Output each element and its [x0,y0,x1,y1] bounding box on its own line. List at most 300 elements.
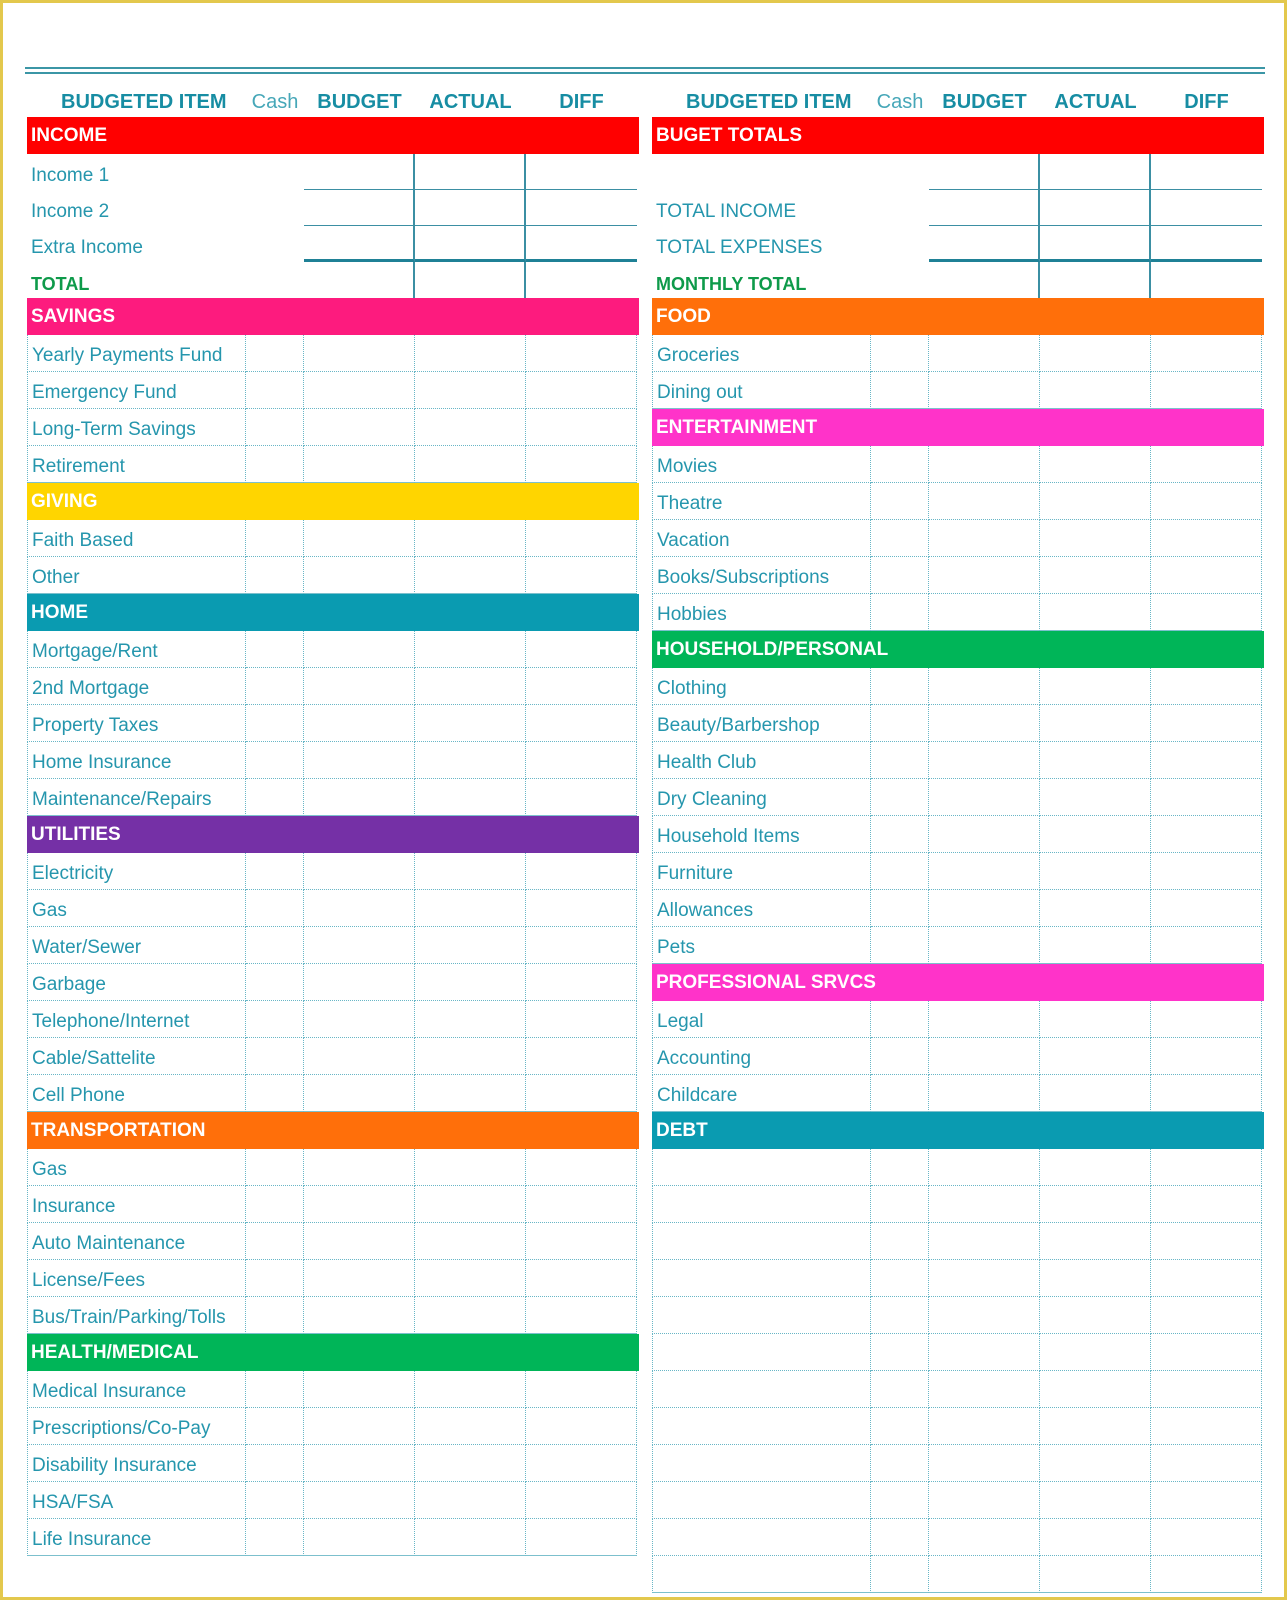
transportation-cash-cell[interactable] [246,1149,304,1186]
savings-budget-cell[interactable] [304,409,415,446]
household-personal-cash-cell[interactable] [871,742,929,779]
entertainment-budget-cell[interactable] [929,446,1040,483]
transportation-budget-cell[interactable] [304,1186,415,1223]
household-personal-diff-cell[interactable] [1151,890,1262,927]
income-diff-cell[interactable] [526,154,637,190]
savings-budget-cell[interactable] [304,372,415,409]
household-personal-item-label: Clothing [652,668,871,705]
debt-actual-cell[interactable] [1040,1482,1151,1519]
debt-diff-cell[interactable] [1151,1408,1262,1445]
transportation-diff-cell[interactable] [526,1149,637,1186]
savings-actual-cell[interactable] [415,372,526,409]
health-medical-budget-cell[interactable] [304,1371,415,1408]
savings-diff-cell[interactable] [526,372,637,409]
household-personal-budget-cell[interactable] [929,816,1040,853]
giving-row [27,520,639,557]
debt-budget-cell[interactable] [929,1519,1040,1556]
home-budget-cell[interactable] [304,742,415,779]
entertainment-diff-cell[interactable] [1151,483,1262,520]
entertainment-diff-cell[interactable] [1151,557,1262,594]
utilities-budget-cell[interactable] [304,890,415,927]
entertainment-item-label: Vacation [652,520,871,557]
savings-actual-cell[interactable] [415,335,526,372]
debt-cash-cell[interactable] [871,1371,929,1408]
entertainment-diff-cell[interactable] [1151,594,1262,631]
home-budget-cell[interactable] [304,668,415,705]
income-actual-cell[interactable] [415,226,526,262]
household-personal-diff-cell[interactable] [1151,853,1262,890]
professional-srvcs-diff-cell[interactable] [1151,1038,1262,1075]
utilities-row [27,890,639,927]
professional-srvcs-budget-cell[interactable] [929,1075,1040,1112]
utilities-diff-cell[interactable] [526,1075,637,1112]
health-medical-cash-cell[interactable] [246,1371,304,1408]
header-actual: ACTUAL [1054,90,1137,113]
household-personal-budget-cell[interactable] [929,705,1040,742]
utilities-item-label: Gas [27,890,246,927]
debt-diff-cell[interactable] [1151,1223,1262,1260]
home-row [27,631,639,668]
utilities-budget-cell[interactable] [304,964,415,1001]
debt-actual-cell[interactable] [1040,1260,1151,1297]
health-medical-cash-cell[interactable] [246,1445,304,1482]
utilities-actual-cell[interactable] [415,1075,526,1112]
debt-cash-cell[interactable] [871,1334,929,1371]
totals-diff-cell[interactable] [1151,226,1262,262]
income-total-budget-cell[interactable] [304,262,415,298]
debt-actual-cell[interactable] [1040,1223,1151,1260]
debt-budget-cell[interactable] [929,1408,1040,1445]
household-personal-row [652,927,1264,964]
entertainment-cash-cell[interactable] [871,446,929,483]
utilities-cash-cell[interactable] [246,1075,304,1112]
entertainment-cash-cell[interactable] [871,483,929,520]
debt-actual-cell[interactable] [1040,1445,1151,1482]
utilities-diff-cell[interactable] [526,927,637,964]
food-actual-cell[interactable] [1040,372,1151,409]
debt-actual-cell[interactable] [1040,1371,1151,1408]
utilities-diff-cell[interactable] [526,1001,637,1038]
professional-srvcs-cash-cell[interactable] [871,1075,929,1112]
debt-cash-cell[interactable] [871,1186,929,1223]
giving-actual-cell[interactable] [415,520,526,557]
giving-actual-cell[interactable] [415,557,526,594]
debt-actual-cell[interactable] [1040,1519,1151,1556]
food-item-label: Dining out [652,372,871,409]
utilities-budget-cell[interactable] [304,1075,415,1112]
utilities-row [27,1038,639,1075]
transportation-row [27,1186,639,1223]
transportation-item-label: Auto Maintenance [27,1223,246,1260]
health-medical-actual-cell[interactable] [415,1408,526,1445]
home-diff-cell[interactable] [526,705,637,742]
home-cash-cell[interactable] [246,631,304,668]
health-medical-cash-cell[interactable] [246,1482,304,1519]
home-budget-cell[interactable] [304,705,415,742]
giving-diff-cell[interactable] [526,520,637,557]
savings-cash-cell[interactable] [246,335,304,372]
utilities-actual-cell[interactable] [415,853,526,890]
debt-cash-cell[interactable] [871,1445,929,1482]
transportation-actual-cell[interactable] [415,1223,526,1260]
left-column-header [27,87,639,117]
entertainment-budget-cell[interactable] [929,594,1040,631]
debt-diff-cell[interactable] [1151,1297,1262,1334]
transportation-actual-cell[interactable] [415,1297,526,1334]
household-personal-actual-cell[interactable] [1040,668,1151,705]
entertainment-budget-cell[interactable] [929,520,1040,557]
debt-actual-cell[interactable] [1040,1149,1151,1186]
transportation-budget-cell[interactable] [304,1149,415,1186]
entertainment-row [652,594,1264,631]
household-personal-budget-cell[interactable] [929,927,1040,964]
household-personal-item-label: Dry Cleaning [652,779,871,816]
entertainment-cash-cell[interactable] [871,594,929,631]
health-medical-actual-cell[interactable] [415,1445,526,1482]
professional-srvcs-actual-cell[interactable] [1040,1038,1151,1075]
giving-cash-cell[interactable] [246,520,304,557]
giving-cash-cell[interactable] [246,557,304,594]
entertainment-actual-cell[interactable] [1040,483,1151,520]
debt-row [652,1445,1264,1482]
entertainment-cash-cell[interactable] [871,557,929,594]
income-diff-cell[interactable] [526,226,637,262]
totals-row [652,154,1264,190]
debt-budget-cell[interactable] [929,1482,1040,1519]
health-medical-actual-cell[interactable] [415,1519,526,1556]
monthly-total-diff-cell[interactable] [1151,262,1262,298]
health-medical-cash-cell[interactable] [246,1519,304,1556]
monthly-total-budget-cell[interactable] [929,262,1040,298]
health-medical-cash-cell[interactable] [246,1408,304,1445]
debt-diff-cell[interactable] [1151,1445,1262,1482]
household-personal-cash-cell[interactable] [871,668,929,705]
income-budget-cell[interactable] [304,190,415,226]
transportation-row [27,1260,639,1297]
health-medical-diff-cell[interactable] [526,1445,637,1482]
debt-diff-cell[interactable] [1151,1482,1262,1519]
totals-actual-cell[interactable] [1040,226,1151,262]
home-actual-cell[interactable] [415,742,526,779]
savings-budget-cell[interactable] [304,446,415,483]
entertainment-cash-cell[interactable] [871,520,929,557]
food-budget-cell[interactable] [929,372,1040,409]
professional-srvcs-actual-cell[interactable] [1040,1075,1151,1112]
debt-budget-cell[interactable] [929,1334,1040,1371]
savings-diff-cell[interactable] [526,335,637,372]
utilities-diff-cell[interactable] [526,853,637,890]
home-cash-cell[interactable] [246,668,304,705]
debt-budget-cell[interactable] [929,1371,1040,1408]
transportation-diff-cell[interactable] [526,1223,637,1260]
utilities-budget-cell[interactable] [304,927,415,964]
home-cash-cell[interactable] [246,742,304,779]
utilities-actual-cell[interactable] [415,927,526,964]
totals-actual-cell[interactable] [1040,190,1151,226]
health-medical-diff-cell[interactable] [526,1519,637,1556]
debt-diff-cell[interactable] [1151,1519,1262,1556]
utilities-cash-cell[interactable] [246,1001,304,1038]
home-budget-cell[interactable] [304,779,415,816]
home-diff-cell[interactable] [526,668,637,705]
household-personal-budget-cell[interactable] [929,668,1040,705]
debt-actual-cell[interactable] [1040,1334,1151,1371]
household-personal-actual-cell[interactable] [1040,890,1151,927]
debt-item-label [652,1408,871,1445]
transportation-diff-cell[interactable] [526,1260,637,1297]
transportation-cash-cell[interactable] [246,1186,304,1223]
home-diff-cell[interactable] [526,631,637,668]
utilities-item-label: Electricity [27,853,246,890]
utilities-actual-cell[interactable] [415,1038,526,1075]
totals-budget-cell[interactable] [929,154,1040,190]
transportation-budget-cell[interactable] [304,1260,415,1297]
transportation-cash-cell[interactable] [246,1297,304,1334]
entertainment-actual-cell[interactable] [1040,557,1151,594]
income-actual-cell[interactable] [415,154,526,190]
debt-budget-cell[interactable] [929,1149,1040,1186]
debt-cash-cell[interactable] [871,1223,929,1260]
totals-actual-cell[interactable] [1040,154,1151,190]
debt-cash-cell[interactable] [871,1260,929,1297]
household-personal-cash-cell[interactable] [871,927,929,964]
income-actual-cell[interactable] [415,190,526,226]
debt-budget-cell[interactable] [929,1445,1040,1482]
household-personal-actual-cell[interactable] [1040,853,1151,890]
income-row-label: Income 2 [31,201,110,222]
debt-row [652,1223,1264,1260]
utilities-item-label: Garbage [27,964,246,1001]
professional-srvcs-budget-cell[interactable] [929,1001,1040,1038]
giving-row [27,557,639,594]
income-budget-cell[interactable] [304,154,415,190]
household-personal-budget-cell[interactable] [929,742,1040,779]
monthly-total-actual-cell[interactable] [1040,262,1151,298]
transportation-budget-cell[interactable] [304,1297,415,1334]
debt-diff-cell[interactable] [1151,1186,1262,1223]
transportation-diff-cell[interactable] [526,1186,637,1223]
utilities-cash-cell[interactable] [246,964,304,1001]
household-personal-diff-cell[interactable] [1151,668,1262,705]
top-rule-secondary [25,72,1265,74]
savings-budget-cell[interactable] [304,335,415,372]
household-personal-budget-cell[interactable] [929,853,1040,890]
professional-srvcs-item-label: Childcare [652,1075,871,1112]
entertainment-actual-cell[interactable] [1040,520,1151,557]
utilities-diff-cell[interactable] [526,890,637,927]
household-personal-diff-cell[interactable] [1151,779,1262,816]
savings-actual-cell[interactable] [415,446,526,483]
debt-cash-cell[interactable] [871,1482,929,1519]
transportation-cash-cell[interactable] [246,1223,304,1260]
health-medical-budget-cell[interactable] [304,1482,415,1519]
transportation-budget-cell[interactable] [304,1223,415,1260]
debt-cash-cell[interactable] [871,1408,929,1445]
debt-budget-cell[interactable] [929,1260,1040,1297]
savings-diff-cell[interactable] [526,409,637,446]
debt-actual-cell[interactable] [1040,1408,1151,1445]
food-diff-cell[interactable] [1151,335,1262,372]
household-personal-cash-cell[interactable] [871,853,929,890]
utilities-budget-cell[interactable] [304,1038,415,1075]
household-personal-diff-cell[interactable] [1151,816,1262,853]
household-personal-diff-cell[interactable] [1151,705,1262,742]
section-utilities: UTILITIES [27,816,639,853]
giving-budget-cell[interactable] [304,557,415,594]
utilities-budget-cell[interactable] [304,1001,415,1038]
food-budget-cell[interactable] [929,335,1040,372]
utilities-actual-cell[interactable] [415,890,526,927]
giving-budget-cell[interactable] [304,520,415,557]
health-medical-actual-cell[interactable] [415,1371,526,1408]
debt-cash-cell[interactable] [871,1149,929,1186]
debt-diff-cell[interactable] [1151,1556,1262,1593]
utilities-budget-cell[interactable] [304,853,415,890]
entertainment-row [652,446,1264,483]
home-cash-cell[interactable] [246,779,304,816]
utilities-cash-cell[interactable] [246,1038,304,1075]
home-cash-cell[interactable] [246,705,304,742]
food-item-label: Groceries [652,335,871,372]
household-personal-cash-cell[interactable] [871,816,929,853]
household-personal-actual-cell[interactable] [1040,779,1151,816]
debt-actual-cell[interactable] [1040,1186,1151,1223]
totals-budget-cell[interactable] [929,190,1040,226]
professional-srvcs-cash-cell[interactable] [871,1001,929,1038]
health-medical-diff-cell[interactable] [526,1408,637,1445]
income-budget-cell[interactable] [304,226,415,262]
section-home: HOME [27,594,639,631]
household-personal-cash-cell[interactable] [871,890,929,927]
utilities-actual-cell[interactable] [415,964,526,1001]
section-savings: SAVINGS [27,298,639,335]
household-personal-actual-cell[interactable] [1040,705,1151,742]
food-diff-cell[interactable] [1151,372,1262,409]
professional-srvcs-item-label: Accounting [652,1038,871,1075]
household-personal-actual-cell[interactable] [1040,927,1151,964]
utilities-cash-cell[interactable] [246,890,304,927]
home-actual-cell[interactable] [415,779,526,816]
totals-diff-cell[interactable] [1151,154,1262,190]
health-medical-item-label: HSA/FSA [27,1482,246,1519]
professional-srvcs-cash-cell[interactable] [871,1038,929,1075]
debt-budget-cell[interactable] [929,1556,1040,1593]
totals-diff-cell[interactable] [1151,190,1262,226]
savings-cash-cell[interactable] [246,372,304,409]
giving-diff-cell[interactable] [526,557,637,594]
entertainment-diff-cell[interactable] [1151,520,1262,557]
household-personal-diff-cell[interactable] [1151,927,1262,964]
professional-srvcs-actual-cell[interactable] [1040,1001,1151,1038]
income-total-diff-cell[interactable] [526,262,637,298]
entertainment-budget-cell[interactable] [929,483,1040,520]
utilities-actual-cell[interactable] [415,1001,526,1038]
health-medical-budget-cell[interactable] [304,1408,415,1445]
household-personal-cash-cell[interactable] [871,779,929,816]
income-total-actual-cell[interactable] [415,262,526,298]
food-actual-cell[interactable] [1040,335,1151,372]
utilities-diff-cell[interactable] [526,964,637,1001]
entertainment-actual-cell[interactable] [1040,446,1151,483]
professional-srvcs-row [652,1038,1264,1075]
debt-actual-cell[interactable] [1040,1556,1151,1593]
health-medical-actual-cell[interactable] [415,1482,526,1519]
home-actual-cell[interactable] [415,705,526,742]
home-budget-cell[interactable] [304,631,415,668]
home-actual-cell[interactable] [415,668,526,705]
home-diff-cell[interactable] [526,742,637,779]
totals-budget-cell[interactable] [929,226,1040,262]
transportation-diff-cell[interactable] [526,1297,637,1334]
transportation-item-label: Gas [27,1149,246,1186]
savings-actual-cell[interactable] [415,409,526,446]
entertainment-budget-cell[interactable] [929,557,1040,594]
transportation-actual-cell[interactable] [415,1149,526,1186]
debt-diff-cell[interactable] [1151,1149,1262,1186]
transportation-cash-cell[interactable] [246,1260,304,1297]
header-cash: Cash [251,90,299,113]
debt-budget-cell[interactable] [929,1186,1040,1223]
income-diff-cell[interactable] [526,190,637,226]
entertainment-item-label: Books/Subscriptions [652,557,871,594]
debt-cash-cell[interactable] [871,1519,929,1556]
entertainment-diff-cell[interactable] [1151,446,1262,483]
debt-budget-cell[interactable] [929,1223,1040,1260]
household-personal-budget-cell[interactable] [929,890,1040,927]
professional-srvcs-diff-cell[interactable] [1151,1075,1262,1112]
entertainment-row [652,483,1264,520]
household-personal-actual-cell[interactable] [1040,816,1151,853]
section-entertainment: ENTERTAINMENT [652,409,1264,446]
debt-cash-cell[interactable] [871,1556,929,1593]
household-personal-cash-cell[interactable] [871,705,929,742]
utilities-cash-cell[interactable] [246,853,304,890]
transportation-actual-cell[interactable] [415,1260,526,1297]
utilities-diff-cell[interactable] [526,1038,637,1075]
home-actual-cell[interactable] [415,631,526,668]
health-medical-budget-cell[interactable] [304,1445,415,1482]
debt-actual-cell[interactable] [1040,1297,1151,1334]
health-medical-budget-cell[interactable] [304,1519,415,1556]
home-diff-cell[interactable] [526,779,637,816]
debt-row [652,1260,1264,1297]
professional-srvcs-diff-cell[interactable] [1151,1001,1262,1038]
utilities-cash-cell[interactable] [246,927,304,964]
section-professional-srvcs: PROFESSIONAL SRVCS [652,964,1264,1001]
debt-cash-cell[interactable] [871,1297,929,1334]
savings-diff-cell[interactable] [526,446,637,483]
professional-srvcs-budget-cell[interactable] [929,1038,1040,1075]
entertainment-actual-cell[interactable] [1040,594,1151,631]
transportation-actual-cell[interactable] [415,1186,526,1223]
household-personal-budget-cell[interactable] [929,779,1040,816]
household-personal-diff-cell[interactable] [1151,742,1262,779]
debt-diff-cell[interactable] [1151,1334,1262,1371]
savings-cash-cell[interactable] [246,446,304,483]
health-medical-diff-cell[interactable] [526,1482,637,1519]
debt-item-label [652,1556,871,1593]
savings-cash-cell[interactable] [246,409,304,446]
food-cash-cell[interactable] [871,372,929,409]
food-cash-cell[interactable] [871,335,929,372]
debt-diff-cell[interactable] [1151,1371,1262,1408]
debt-diff-cell[interactable] [1151,1260,1262,1297]
household-personal-actual-cell[interactable] [1040,742,1151,779]
income-total-row [27,262,639,298]
header-budget: BUDGET [317,90,402,113]
debt-budget-cell[interactable] [929,1297,1040,1334]
health-medical-diff-cell[interactable] [526,1371,637,1408]
